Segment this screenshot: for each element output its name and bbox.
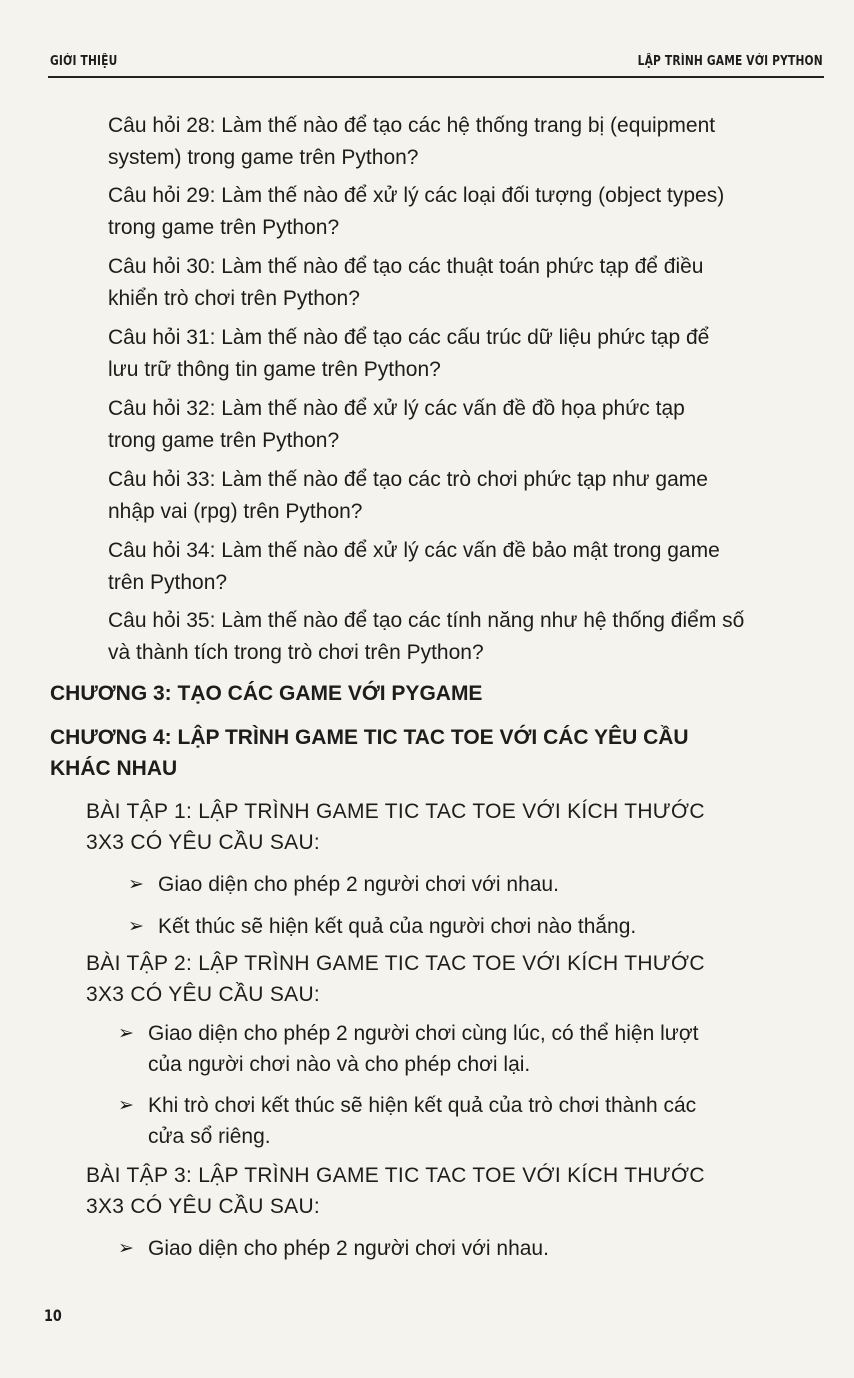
bullet-arrow-icon: ➢	[118, 1238, 134, 1259]
chapter-3-heading: CHƯƠNG 3: TẠO CÁC GAME VỚI PYGAME	[50, 682, 483, 705]
exercise-1-bullet-1: ➢ Giao diện cho phép 2 người chơi với nhau.	[158, 869, 559, 900]
question-34: Câu hỏi 34: Làm thế nào để xử lý các vấn đề bảo mật trong game trên Python?	[108, 539, 720, 594]
question-32: Câu hỏi 32: Làm thế nào để xử lý các vấn đề đồ họa phức tạp trong game trên Python?	[108, 397, 685, 452]
exercise-3-bullet-1: ➢ Giao diện cho phép 2 người chơi với nhau.	[148, 1233, 549, 1264]
bullet-arrow-icon: ➢	[128, 916, 144, 937]
running-header-right: LẬP TRÌNH GAME VỚI PYTHON	[637, 54, 823, 69]
question-30: Câu hỏi 30: Làm thế nào để tạo các thuật toán phức tạp để điều khiển trò chơi trên Python?	[108, 255, 704, 310]
exercise-2-bullet-1: ➢ Giao diện cho phép 2 người chơi cùng lúc, có thể hiện lượt của người chơi nào và cho phép chơi lại.	[148, 1018, 824, 1080]
bullet-arrow-icon: ➢	[118, 1023, 134, 1044]
question-28: Câu hỏi 28: Làm thế nào để tạo các hệ thống trang bị (equipment system) trong game trên Python?	[108, 114, 716, 169]
question-33: Câu hỏi 33: Làm thế nào để tạo các trò chơi phức tạp như game nhập vai (rpg) trên Python?	[108, 468, 708, 523]
question-29: Câu hỏi 29: Làm thế nào để xử lý các loại đối tượng (object types) trong game trên Python?	[108, 184, 725, 239]
exercise-1-heading: BÀI TẬP 1: LẬP TRÌNH GAME TIC TAC TOE VỚI KÍCH THƯỚC 3X3 CÓ YÊU CẦU SAU:	[86, 800, 705, 854]
chapter-4-heading: CHƯƠNG 4: LẬP TRÌNH GAME TIC TAC TOE VỚI CÁC YÊU CẦU KHÁC NHAU	[50, 726, 689, 780]
bullet-arrow-icon: ➢	[118, 1095, 134, 1116]
question-31: Câu hỏi 31: Làm thế nào để tạo các cấu trúc dữ liệu phức tạp để lưu trữ thông tin game trên Python?	[108, 326, 710, 381]
bullet-arrow-icon: ➢	[128, 874, 144, 895]
header-rule	[48, 76, 824, 78]
exercise-2-heading: BÀI TẬP 2: LẬP TRÌNH GAME TIC TAC TOE VỚI KÍCH THƯỚC 3X3 CÓ YÊU CẦU SAU:	[86, 952, 705, 1006]
exercise-3-heading: BÀI TẬP 3: LẬP TRÌNH GAME TIC TAC TOE VỚI KÍCH THƯỚC 3X3 CÓ YÊU CẦU SAU:	[86, 1164, 705, 1218]
exercise-2-bullet-2: ➢ Khi trò chơi kết thúc sẽ hiện kết quả của trò chơi thành các cửa sổ riêng.	[148, 1090, 824, 1152]
running-header-left: GIỚI THIỆU	[50, 54, 118, 69]
exercise-1-bullet-2: ➢ Kết thúc sẽ hiện kết quả của người chơi nào thắng.	[158, 911, 636, 942]
question-35: Câu hỏi 35: Làm thế nào để tạo các tính năng như hệ thống điểm số và thành tích trong trò chơi trên Python?	[108, 609, 745, 664]
page-number: 10	[44, 1306, 62, 1325]
